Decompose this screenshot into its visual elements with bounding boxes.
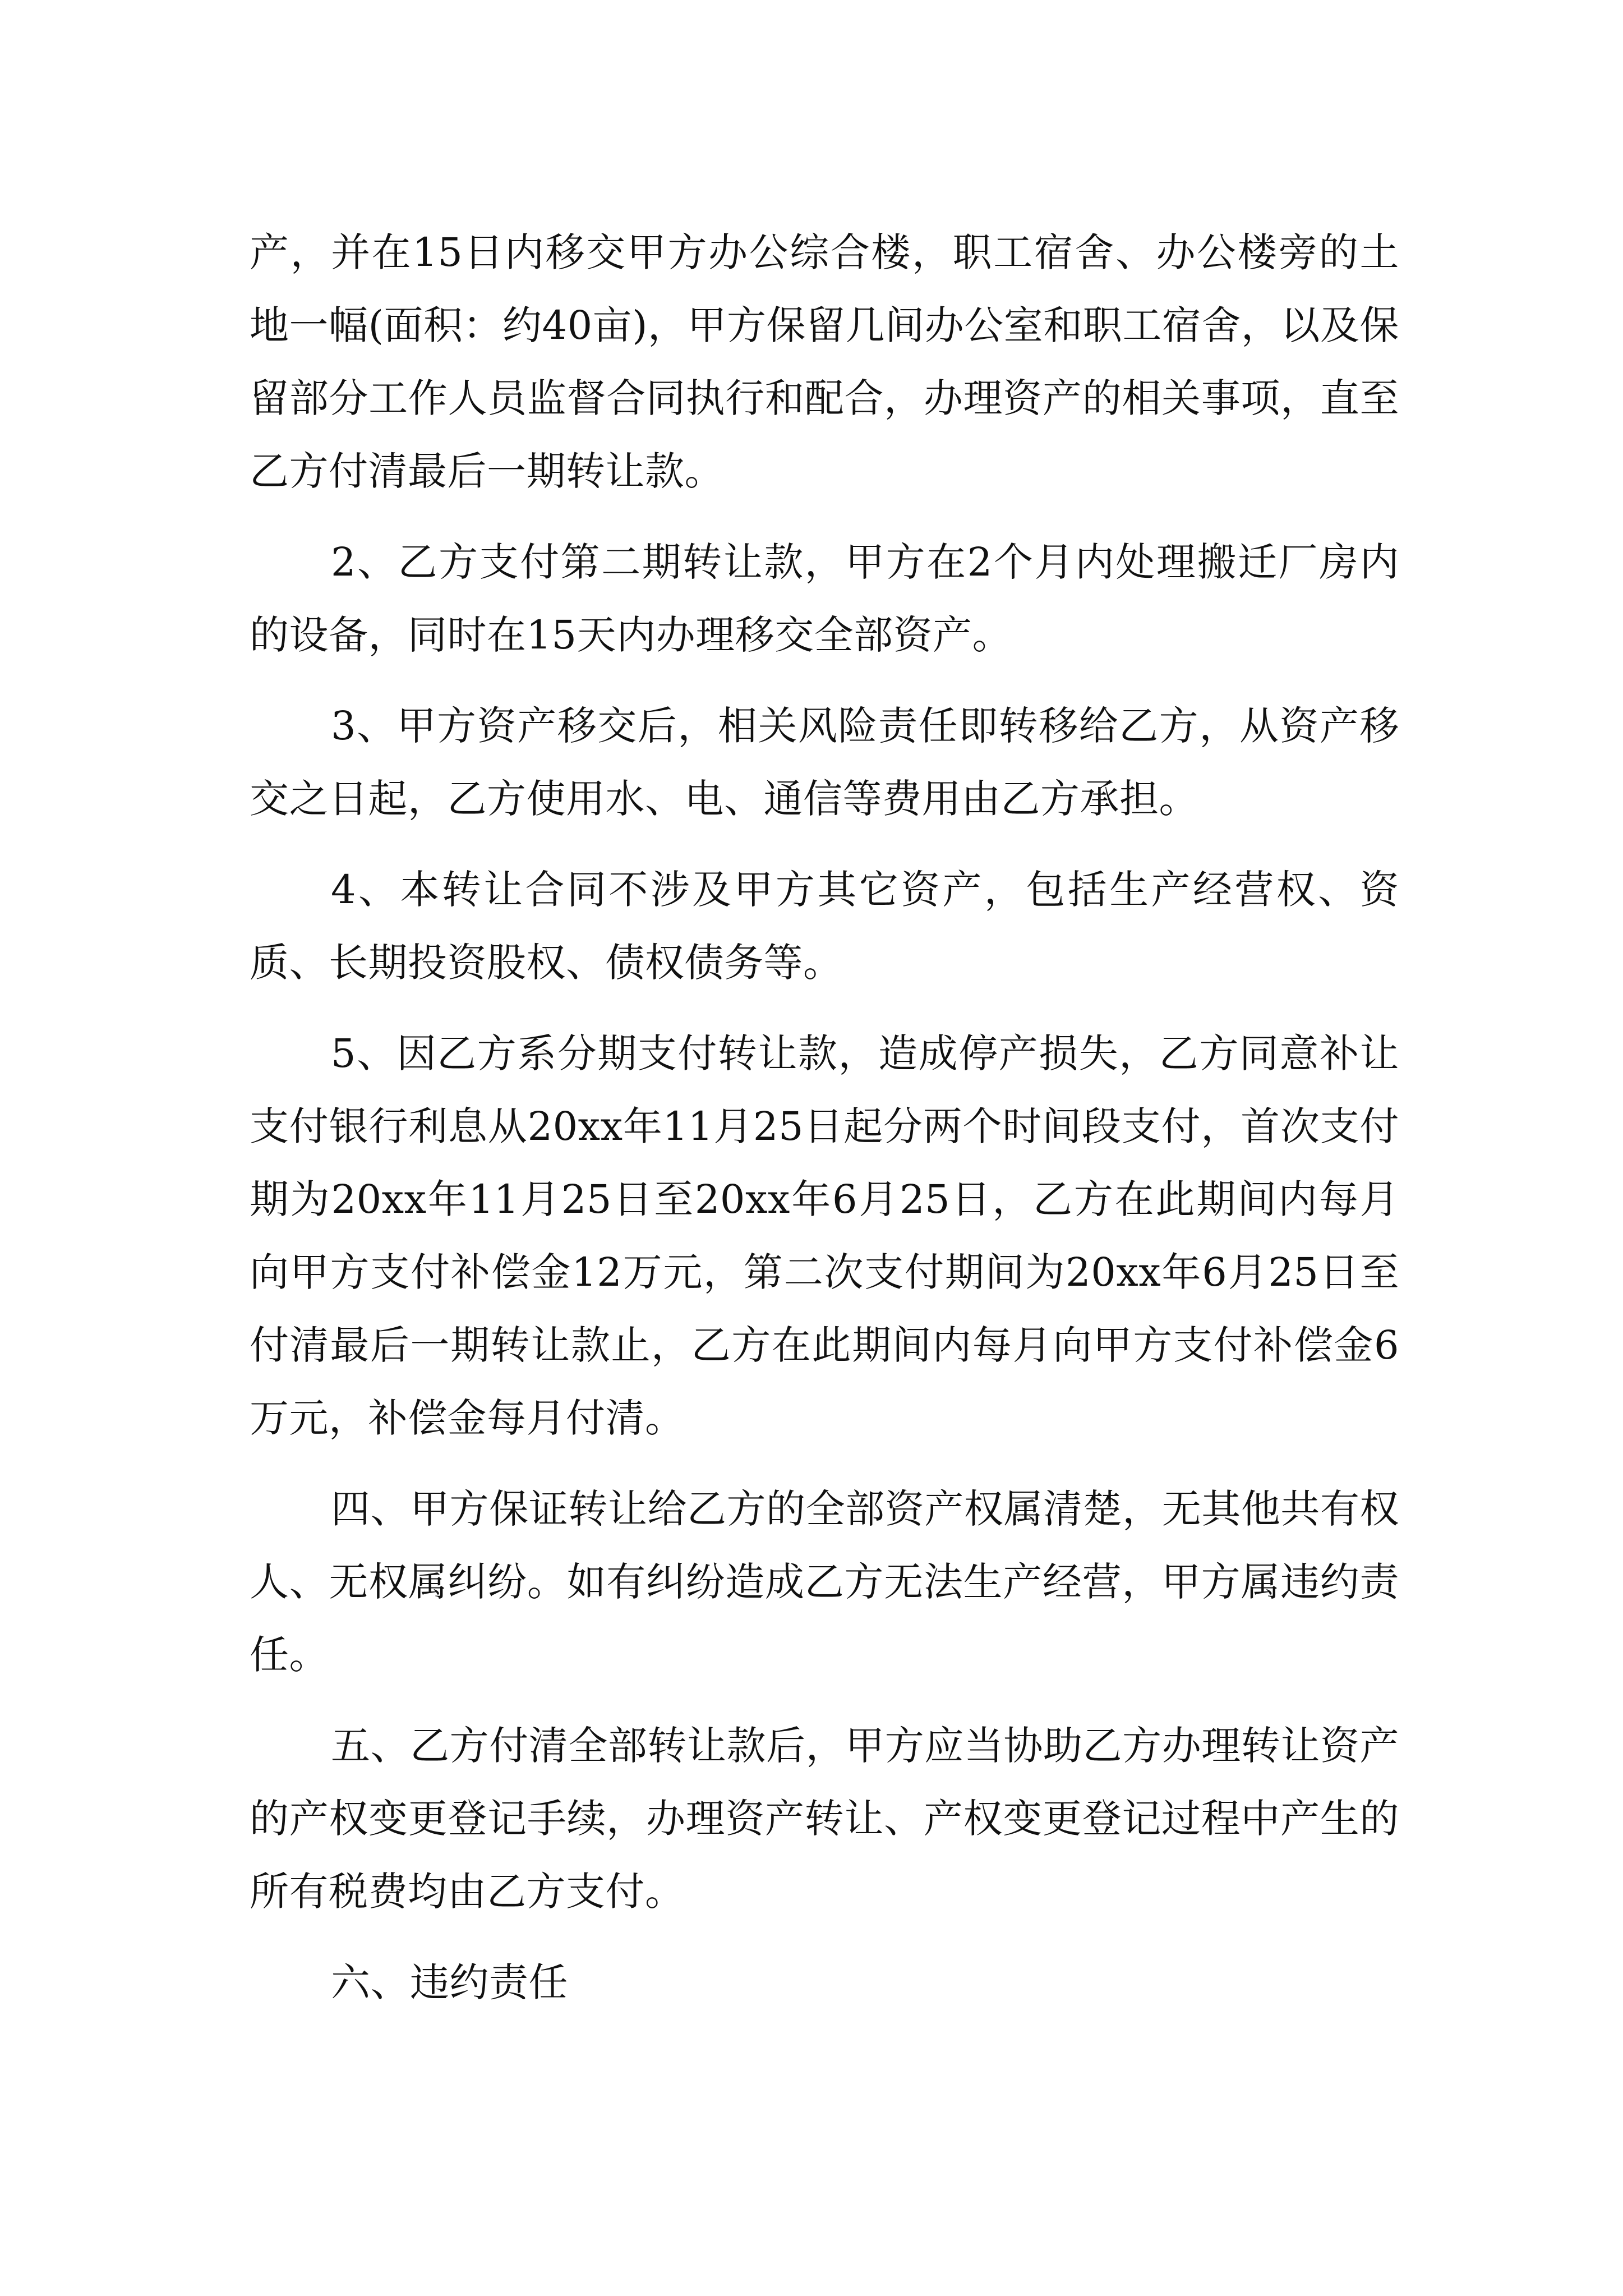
section-heading-breach-liability: 六、违约责任 [331, 1959, 568, 2005]
paragraph-continuation: 产，并在15日内移交甲方办公综合楼，职工宿舍、办公楼旁的土地一幅(面积：约40亩)，甲方保留几间办公室和职工宿舍，以及保留部分工作人员监督合同执行和配合，办理资产的相关事项，直至乙方付清最后一期转让款。 [250, 229, 1399, 494]
paragraph-item-5: 5、因乙方系分期支付转让款，造成停产损失，乙方同意补让支付银行利息从20xx年11月25日起分两个时间段支付，首次支付期为20xx年11月25日至20xx年6月25日，乙方在此期间内每月向甲方支付补偿金12万元，第二次支付期间为20xx年6月25日至付清最后一期转让款止，乙方在此期间内每月向甲方支付补偿金6万元，补偿金每月付清。 [250, 1030, 1399, 1441]
paragraph-section-4: 四、甲方保证转让给乙方的全部资产权属清楚，无其他共有权人、无权属纠纷。如有纠纷造成乙方无法生产经营，甲方属违约责任。 [250, 1486, 1399, 1678]
paragraph-section-5: 五、乙方付清全部转让款后，甲方应当协助乙方办理转让资产的产权变更登记手续，办理资产转让、产权变更登记过程中产生的所有税费均由乙方支付。 [250, 1723, 1399, 1915]
paragraph-item-3: 3、甲方资产移交后，相关风险责任即转移给乙方，从资产移交之日起，乙方使用水、电、通信等费用由乙方承担。 [250, 703, 1399, 822]
document-body [250, 216, 1399, 2037]
paragraph-item-2: 2、乙方支付第二期转让款，甲方在2个月内处理搬迁厂房内的设备，同时在15天内办理移交全部资产。 [250, 539, 1399, 658]
paragraph-item-4: 4、本转让合同不涉及甲方其它资产，包括生产经营权、资质、长期投资股权、债权债务等。 [250, 867, 1399, 986]
